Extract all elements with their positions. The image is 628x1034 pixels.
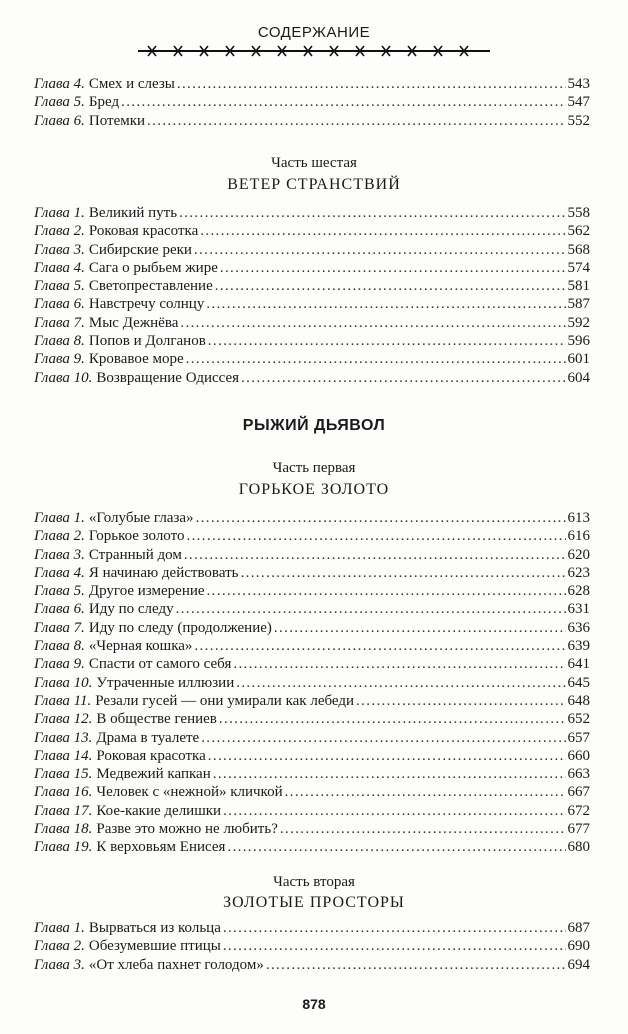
dot-leader — [223, 919, 566, 937]
chapter-title: Иду по следу — [88, 601, 174, 618]
toc-entry — [34, 93, 590, 111]
chapter-title: Вырваться из кольца — [88, 920, 221, 936]
chapter-label: Глава 1. — [34, 920, 85, 936]
toc-entry — [34, 802, 590, 820]
chapter-page: 657 — [567, 729, 590, 746]
part-label: Часть первая — [272, 460, 356, 476]
chapter-title: Мыс Дежнёва — [88, 314, 179, 331]
chapter-title: Обезумевшие птицы — [88, 938, 221, 955]
chapter-label: Глава 5. — [34, 583, 85, 600]
chapter-label: Глава 4. — [34, 259, 85, 276]
chapter-page: 620 — [567, 546, 590, 563]
chapter-label: Глава 6. — [34, 112, 85, 129]
toc-entry — [34, 546, 590, 564]
toc-entry — [34, 295, 590, 313]
chapter-page: 672 — [567, 802, 590, 819]
chapter-page: 543 — [567, 76, 590, 92]
chapter-label: Глава 10. — [34, 674, 93, 691]
chapter-label: Глава 2. — [34, 528, 85, 545]
dot-leader — [213, 765, 566, 783]
chapter-page: 604 — [567, 369, 590, 386]
chapter-label: Глава 1. — [34, 510, 85, 526]
chapter-label: Глава 9. — [34, 351, 85, 368]
page-header-title: СОДЕРЖАНИЕ — [257, 24, 371, 41]
chapter-page: 648 — [567, 692, 590, 709]
toc-entry — [34, 838, 590, 856]
toc-section-b — [34, 204, 590, 387]
chapter-label: Глава 3. — [34, 241, 85, 258]
toc-entry — [34, 277, 590, 295]
chapter-label: Глава 6. — [34, 601, 85, 618]
dot-leader — [180, 314, 565, 332]
dot-leader — [219, 710, 566, 728]
chapter-page: 547 — [567, 94, 590, 111]
chapter-page: 616 — [567, 528, 590, 545]
chapter-page: 562 — [567, 223, 590, 240]
chapter-label: Глава 17. — [34, 802, 93, 819]
chapter-page: 631 — [567, 601, 590, 618]
dot-leader — [147, 112, 565, 130]
chapter-title: Потемки — [88, 112, 146, 129]
chapter-page: 663 — [567, 766, 590, 783]
chapter-page: 687 — [567, 920, 590, 936]
dot-leader — [241, 369, 565, 387]
chapter-title: Светопреставление — [88, 278, 213, 295]
chapter-title: Кровавое море — [88, 351, 184, 368]
dot-leader — [201, 729, 565, 747]
chapter-label: Глава 1. — [34, 205, 85, 221]
chapter-title: Разве это можно не любить? — [96, 821, 278, 838]
chapter-page: 613 — [567, 510, 590, 526]
dot-leader — [241, 564, 566, 582]
chapter-label: Глава 19. — [34, 839, 93, 856]
chapter-title: Возвращение Одиссея — [96, 369, 240, 386]
toc-entry — [34, 564, 590, 582]
dot-leader — [236, 674, 565, 692]
chapter-page: 623 — [567, 564, 590, 581]
toc-entry — [34, 747, 590, 765]
dot-leader — [184, 546, 566, 564]
chapter-label: Глава 2. — [34, 938, 85, 955]
toc-section-d — [34, 919, 590, 974]
chapter-page: 552 — [567, 112, 590, 129]
toc-entry — [34, 75, 590, 93]
dot-leader — [194, 637, 565, 655]
toc-entry — [34, 527, 590, 545]
dot-leader — [285, 783, 566, 801]
dot-leader — [227, 838, 565, 856]
chapter-title: Бред — [88, 94, 120, 111]
dot-leader — [186, 527, 565, 545]
toc-entry — [34, 637, 590, 655]
chapter-title: Кое-какие делишки — [96, 802, 222, 819]
chapter-page: 558 — [567, 205, 590, 221]
toc-entry — [34, 765, 590, 783]
chapter-title: Другое измерение — [88, 583, 205, 600]
toc-entry — [34, 350, 590, 368]
dot-leader — [274, 619, 566, 637]
chapter-page: 636 — [567, 619, 590, 636]
chapter-page: 645 — [567, 674, 590, 691]
chapter-title: Смех и слезы — [88, 76, 175, 92]
chapter-page: 587 — [567, 296, 590, 313]
toc-entry — [34, 820, 590, 838]
barbed-wire-ornament — [138, 44, 490, 58]
chapter-label: Глава 12. — [34, 711, 93, 728]
dot-leader — [208, 747, 566, 765]
chapter-label: Глава 3. — [34, 956, 85, 973]
chapter-page: 652 — [567, 711, 590, 728]
toc-entry — [34, 204, 590, 222]
chapter-page: 592 — [567, 314, 590, 331]
chapter-title: К верховьям Енисея — [96, 839, 226, 856]
toc-entry — [34, 222, 590, 240]
dot-leader — [223, 937, 566, 955]
chapter-label: Глава 16. — [34, 784, 93, 801]
toc-entry — [34, 259, 590, 277]
chapter-title: Великий путь — [88, 205, 178, 221]
chapter-page: 690 — [567, 938, 590, 955]
toc-entry — [34, 710, 590, 728]
chapter-label: Глава 3. — [34, 546, 85, 563]
chapter-label: Глава 14. — [34, 747, 93, 764]
chapter-label: Глава 9. — [34, 656, 85, 673]
chapter-label: Глава 18. — [34, 821, 93, 838]
toc-entry — [34, 369, 590, 387]
chapter-title: Роковая красотка — [88, 223, 199, 240]
chapter-label: Глава 4. — [34, 564, 85, 581]
chapter-title: В обществе гениев — [96, 711, 217, 728]
dot-leader — [194, 241, 566, 259]
chapter-label: Глава 4. — [34, 76, 85, 92]
chapter-page: 660 — [567, 747, 590, 764]
chapter-page: 601 — [567, 351, 590, 368]
chapter-title: Я начинаю действовать — [88, 564, 239, 581]
toc-entry — [34, 241, 590, 259]
dot-leader — [215, 277, 566, 295]
toc-section-a — [34, 75, 590, 130]
toc-entry — [34, 919, 590, 937]
toc-entry — [34, 655, 590, 673]
dot-leader — [200, 222, 565, 240]
chapter-page: 568 — [567, 241, 590, 258]
dot-leader — [206, 295, 565, 313]
chapter-title: Медвежий капкан — [96, 766, 211, 783]
chapter-label: Глава 2. — [34, 223, 85, 240]
toc-entry — [34, 674, 590, 692]
chapter-title: Попов и Долганов — [88, 333, 206, 350]
chapter-page: 680 — [567, 839, 590, 856]
toc-entry — [34, 314, 590, 332]
chapter-page: 596 — [567, 333, 590, 350]
chapter-page: 694 — [567, 956, 590, 973]
chapter-title: Странный дом — [88, 546, 182, 563]
toc-entry — [34, 729, 590, 747]
chapter-title: «Черная кошка» — [88, 638, 193, 655]
part-title: ВЕТЕР СТРАНСТВИЙ — [227, 176, 401, 193]
chapter-page: 581 — [567, 278, 590, 295]
chapter-label: Глава 8. — [34, 333, 85, 350]
dot-leader — [208, 332, 566, 350]
chapter-title: «От хлеба пахнет голодом» — [88, 956, 264, 973]
chapter-page: 639 — [567, 638, 590, 655]
chapter-title: Сага о рыбьем жире — [88, 259, 218, 276]
dot-leader — [280, 820, 566, 838]
book-title: РЫЖИЙ ДЬЯВОЛ — [242, 417, 386, 434]
dot-leader — [179, 204, 565, 222]
dot-leader — [196, 509, 566, 527]
dot-leader — [177, 75, 566, 93]
chapter-label: Глава 5. — [34, 94, 85, 111]
chapter-title: Утраченные иллюзии — [96, 674, 235, 691]
chapter-label: Глава 15. — [34, 766, 93, 783]
part-label: Часть вторая — [273, 874, 355, 890]
chapter-title: Иду по следу (продолжение) — [88, 619, 272, 636]
part-label: Часть шестая — [271, 155, 357, 171]
chapter-label: Глава 7. — [34, 314, 85, 331]
dot-leader — [121, 93, 565, 111]
chapter-label: Глава 10. — [34, 369, 93, 386]
toc-entry — [34, 937, 590, 955]
dot-leader — [186, 350, 566, 368]
chapter-label: Глава 7. — [34, 619, 85, 636]
chapter-label: Глава 8. — [34, 638, 85, 655]
dot-leader — [266, 956, 566, 974]
toc-entry — [34, 112, 590, 130]
chapter-title: Роковая красотка — [96, 747, 206, 764]
dot-leader — [233, 655, 565, 673]
chapter-title: Горькое золото — [88, 528, 185, 545]
chapter-title: Человек с «нежной» кличкой — [96, 784, 283, 801]
toc-entry — [34, 619, 590, 637]
dot-leader — [207, 582, 566, 600]
toc-entry — [34, 783, 590, 801]
part-title: ГОРЬКОЕ ЗОЛОТО — [238, 481, 390, 498]
dot-leader — [356, 692, 565, 710]
chapter-title: «Голубые глаза» — [88, 510, 194, 526]
toc-section-c — [34, 509, 590, 857]
toc-entry — [34, 332, 590, 350]
chapter-label: Глава 6. — [34, 296, 85, 313]
chapter-title: Драма в туалете — [96, 729, 200, 746]
chapter-page: 641 — [567, 656, 590, 673]
chapter-page: 677 — [567, 821, 590, 838]
toc-entry — [34, 956, 590, 974]
chapter-label: Глава 11. — [34, 692, 92, 709]
chapter-title: Резали гусей — они умирали как лебеди — [95, 692, 355, 709]
toc-entry — [34, 692, 590, 710]
toc-entry — [34, 600, 590, 618]
chapter-title: Сибирские реки — [88, 241, 192, 258]
toc-entry — [34, 582, 590, 600]
chapter-label: Глава 13. — [34, 729, 93, 746]
chapter-page: 574 — [567, 259, 590, 276]
chapter-title: Навстречу солнцу — [88, 296, 205, 313]
part-title: ЗОЛОТЫЕ ПРОСТОРЫ — [223, 894, 405, 911]
chapter-page: 667 — [567, 784, 590, 801]
chapter-page: 628 — [567, 583, 590, 600]
dot-leader — [220, 259, 566, 277]
toc-entry — [34, 509, 590, 527]
page-number: 878 — [302, 996, 326, 1012]
dot-leader — [176, 600, 566, 618]
chapter-label: Глава 5. — [34, 278, 85, 295]
chapter-title: Спасти от самого себя — [88, 656, 232, 673]
dot-leader — [223, 802, 565, 820]
